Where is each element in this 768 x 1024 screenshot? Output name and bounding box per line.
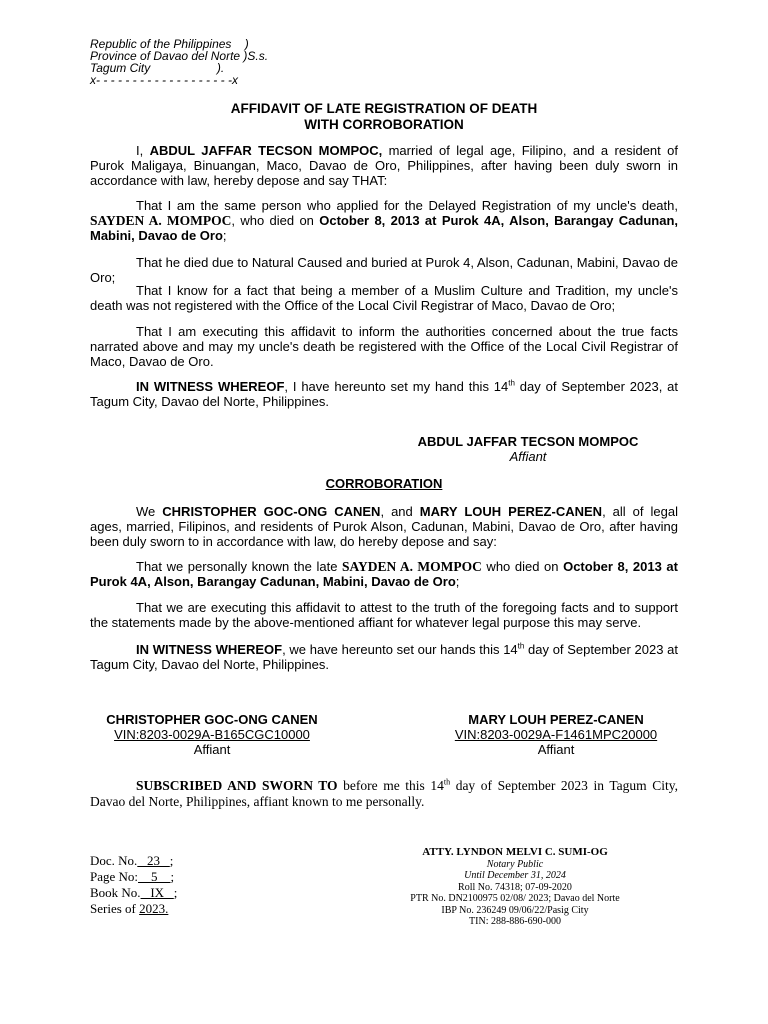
witness-post: day of September 2023, at Tagum City, Davao del Norte, Philippines. (90, 379, 679, 409)
corr-intro-pre: We (136, 504, 163, 519)
affidavit-paragraph-2: That he died due to Natural Caused and buried at Purok 4, Alson, Cadunan, Mabini, Davao de Oro; (90, 255, 678, 285)
series-line (90, 901, 177, 917)
corr-affiant-2-inline: MARY LOUH PEREZ-CANEN (419, 504, 603, 519)
deceased-name: SAYDEN A. MOMPOC (90, 213, 232, 228)
notary-roll: Roll No. 74318; 07-09-2020 (458, 881, 572, 893)
p1-pre: That I am the same person who applied for the Delayed Registration of my uncle's death, (136, 198, 678, 213)
corr-affiant-2-vin: VIN:8203-0029A-F1461MPC20000 (454, 727, 658, 742)
affiant-name-inline: ABDUL JAFFAR TECSON MOMPOC, (149, 143, 383, 158)
notary-title: Notary Public (486, 858, 544, 870)
book-number-line (90, 885, 177, 901)
series-label: Series of (90, 901, 140, 916)
corr-p1-post: ; (455, 574, 460, 589)
notary-name: ATTY. LYNDON MELVI C. SUMI-OG (422, 846, 608, 858)
notary-ptr: PTR No. DN2100975 02/08/ 2023; Davao del Norte (410, 893, 620, 904)
page-number-end: ; (170, 869, 175, 884)
intro-pre: I, (136, 143, 150, 158)
corroboration-intro (90, 504, 678, 549)
corroboration-paragraph-1 (90, 559, 678, 589)
corr-affiant-1-inline: CHRISTOPHER GOC-ONG CANEN (162, 504, 381, 519)
page-number-line (90, 869, 177, 885)
corr-witness-pre: , we have hereunto set our hands this 14 (282, 642, 518, 657)
corroboration-heading: CORROBORATION (325, 476, 443, 491)
corroborating-affiant-1 (90, 712, 334, 757)
venue-line-province: Province of Davao del Norte )S.s. (90, 49, 269, 63)
affidavit-paragraph-3: That I know for a fact that being a member of a Muslim Culture and Tradition, my uncle's death was not registered with the Office of the Local Civil Registrar of Maco, Davao de Oro; (90, 283, 678, 313)
corr-witness-post: day of September 2023 at Tagum City, Davao del Norte, Philippines. (90, 642, 678, 672)
death-date-place: October 8, 2013 at Purok 4A, Alson, Barangay Cadunan, Mabini, Davao de Oro (90, 213, 679, 243)
document-title (0, 101, 768, 133)
title-line-1: AFFIDAVIT OF LATE REGISTRATION OF DEATH (230, 101, 538, 116)
corr-intro-and: , and (380, 504, 420, 519)
doc-number-line (90, 853, 177, 869)
corr-p1-mid: who died on (481, 559, 564, 574)
series-value: 2023. (139, 901, 169, 916)
notary-commission: Until December 31, 2024 (464, 870, 566, 881)
witness-pre: , I have hereunto set my hand this 14 (284, 379, 509, 394)
corr-intro-post: , all of legal ages, married, Filipinos, and residents of Purok Alson, Cadunan, Mabini, Davao de Oro, after having been duly sworn to in accordance with law, do hereby depose and say: (90, 504, 678, 549)
jurat (90, 778, 678, 810)
doc-number-label: Doc. No. (90, 853, 138, 868)
main-affiant-name: ABDUL JAFFAR TECSON MOMPOC (417, 434, 639, 449)
page-number-label: Page No: (90, 869, 139, 884)
title-line-2: WITH CORROBORATION (304, 117, 464, 132)
corr-witness-lead: IN WITNESS WHEREOF (136, 642, 283, 657)
corr-deceased-name: SAYDEN A. MOMPOC (342, 559, 482, 574)
page-number-value: 5 (138, 869, 171, 884)
notary-ibp: IBP No. 236249 09/06/22/Pasig City (441, 904, 589, 916)
intro-post: married of legal age, Filipino, and a resident of Purok Maligaya, Binuangan, Maco, Davao de Oro, Philippines, after having been duly sworn in accordance with law, hereby depose and say THAT: (90, 143, 678, 188)
corr-affiant-2-name: MARY LOUH PEREZ-CANEN (468, 712, 644, 727)
jurat-pre: before me this 14 (337, 778, 444, 793)
corr-affiant-1-name: CHRISTOPHER GOC-ONG CANEN (106, 712, 318, 727)
corr-affiant-1-vin: VIN:8203-0029A-B165CGC10000 (114, 727, 310, 742)
notary-block (360, 847, 670, 928)
affidavit-paragraph-4: That I am executing this affidavit to inform the authorities concerned about the true facts narrated above and may my uncle's death be registered with the Office of the Local Civil Registrar of Maco, Davao de Oro. (90, 324, 678, 369)
p1-mid: , who died on (231, 213, 320, 228)
jurat-sup: th (443, 777, 451, 787)
book-number-label: Book No. (90, 885, 141, 900)
affidavit-witness (90, 379, 678, 409)
venue-line-city: Tagum City ). (90, 61, 225, 75)
doc-number-value: 23 (137, 853, 170, 868)
jurat-lead: SUBSCRIBED AND SWORN TO (136, 778, 338, 793)
book-number-value: IX (140, 885, 174, 900)
corroboration-witness (90, 642, 678, 672)
corroborating-affiant-2 (426, 712, 686, 757)
corr-affiant-1-label: Affiant (193, 742, 231, 757)
venue-line-republic: Republic of the Philippines ) (90, 37, 249, 51)
venue-header (90, 38, 268, 86)
witness-lead: IN WITNESS WHEREOF (136, 379, 285, 394)
book-number-end: ; (173, 885, 178, 900)
corr-witness-sup: th (517, 641, 525, 651)
notarial-record (90, 853, 177, 917)
p1-post: ; (222, 228, 227, 243)
venue-separator: x- - - - - - - - - - - - - - - - - - -x (90, 73, 238, 87)
affidavit-intro (90, 143, 678, 188)
corroboration-paragraph-2: That we are executing this affidavit to attest to the truth of the foregoing facts and to support the statements made by the above-mentioned affiant for whatever legal purpose this may serve. (90, 600, 678, 630)
corr-affiant-2-label: Affiant (537, 742, 575, 757)
jurat-post: day of September 2023 in Tagum City, Davao del Norte, Philippines, affiant known to me personally. (90, 778, 678, 809)
main-affiant-signature (400, 434, 656, 464)
notary-tin: TIN: 288-886-690-000 (469, 916, 561, 927)
affidavit-paragraph-1 (90, 198, 678, 243)
corr-p1-pre: That we personally known the late (136, 559, 343, 574)
main-affiant-label: Affiant (509, 449, 547, 464)
doc-number-end: ; (169, 853, 174, 868)
witness-sup: th (508, 378, 515, 388)
corr-death-date-place: October 8, 2013 at Purok 4A, Alson, Barangay Cadunan, Mabini, Davao de Oro (90, 559, 678, 589)
